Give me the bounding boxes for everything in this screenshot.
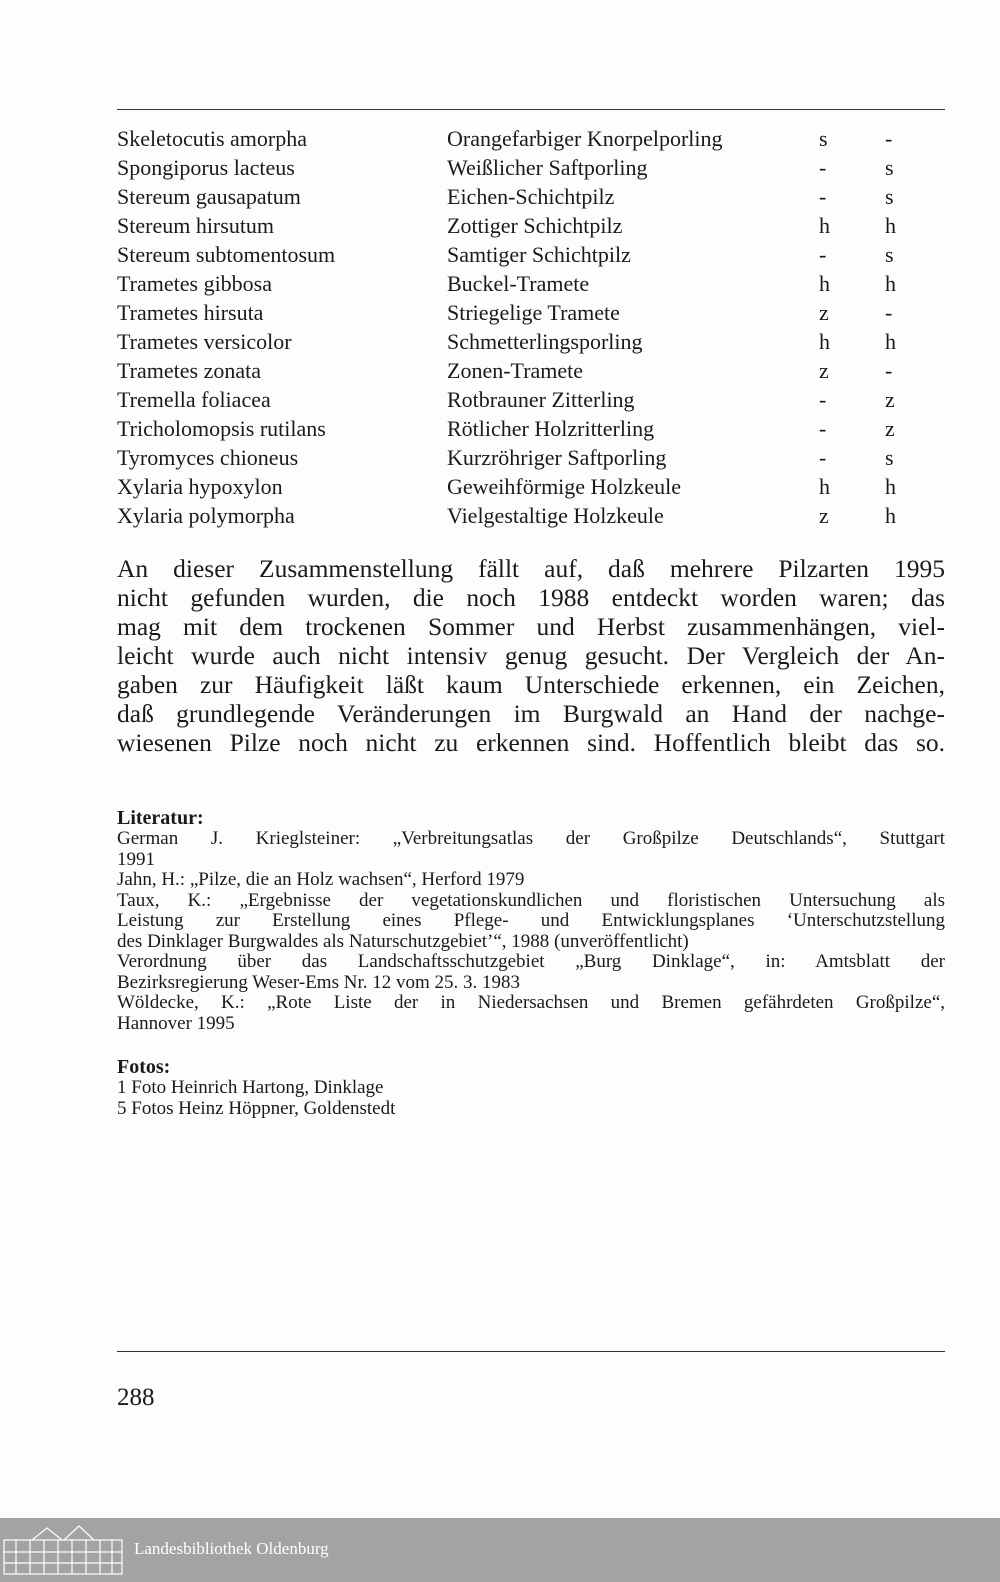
frequency-1988-cell: z — [819, 503, 829, 528]
literature-line: Taux, K.: „Ergebnisse der vegetationskundlichen und floristischen Untersuchung als — [117, 889, 945, 911]
paragraph-line: gaben zur Häufigkeit läßt kaum Unterschiede erkennen, ein Zeichen, — [117, 670, 945, 699]
paragraph-line: leicht wurde auch nicht intensiv genug gesucht. Der Vergleich der An- — [117, 641, 945, 670]
table-row — [117, 182, 917, 211]
page-number: 288 — [117, 1384, 155, 1411]
footer-library-name: Landesbibliothek Oldenburg — [134, 1539, 329, 1558]
table-row — [117, 414, 917, 443]
german-name-cell: Vielgestaltige Holzkeule — [447, 503, 664, 528]
frequency-1995-cell: - — [885, 300, 893, 325]
frequency-1995-cell: h — [885, 503, 896, 528]
latin-name-cell: Trametes zonata — [117, 358, 261, 383]
photo-credit-list — [117, 1078, 945, 1119]
photo-credit-line: 1 Foto Heinrich Hartong, Dinklage — [117, 1077, 384, 1098]
literature-line: Jahn, H.: „Pilze, die an Holz wachsen“, Herford 1979 — [117, 869, 525, 890]
german-name-cell: Rotbrauner Zitterling — [447, 387, 635, 412]
literature-section — [117, 807, 945, 1034]
frequency-1988-cell: - — [819, 155, 827, 180]
frequency-1988-cell: - — [819, 387, 827, 412]
german-name-cell: Weißlicher Saftporling — [447, 155, 648, 180]
latin-name-cell: Stereum gausapatum — [117, 184, 301, 209]
frequency-1995-cell: s — [885, 184, 894, 209]
frequency-1988-cell: z — [819, 300, 829, 325]
frequency-1995-cell: h — [885, 329, 896, 354]
frequency-1995-cell: z — [885, 387, 895, 412]
german-name-cell: Zonen-Tramete — [447, 358, 584, 383]
frequency-1995-cell: h — [885, 213, 896, 238]
bottom-rule — [117, 1351, 945, 1352]
paragraph-line: nicht gefunden wurden, die noch 1988 entdeckt worden waren; das — [117, 583, 945, 612]
latin-name-cell: Trametes hirsuta — [117, 300, 264, 325]
literature-line: des Dinklager Burgwaldes als Naturschutzgebiet’“, 1988 (unveröffentlicht) — [117, 930, 689, 952]
table-row — [117, 443, 917, 472]
table-row — [117, 298, 917, 327]
frequency-1988-cell: h — [819, 213, 830, 238]
frequency-1988-cell: s — [819, 126, 828, 151]
latin-name-cell: Stereum subtomentosum — [117, 242, 336, 267]
literature-line: German J. Krieglsteiner: „Verbreitungsatlas der Großpilze Deutschlands“, Stuttgart — [117, 828, 945, 849]
german-name-cell: Buckel-Tramete — [447, 271, 590, 296]
frequency-1995-cell: s — [885, 155, 894, 180]
frequency-1988-cell: - — [819, 184, 827, 209]
literature-list — [117, 829, 945, 1034]
latin-name-cell: Stereum hirsutum — [117, 213, 275, 238]
latin-name-cell: Trametes versicolor — [117, 329, 292, 354]
literature-heading: Literatur: — [117, 807, 204, 829]
table-row — [117, 211, 917, 240]
paragraph-line: wiesenen Pilze noch nicht zu erkennen sind. Hoffentlich bleibt das so. — [117, 728, 945, 757]
photos-heading: Fotos: — [117, 1056, 171, 1078]
photos-section — [117, 1056, 945, 1119]
literature-line: Hannover 1995 — [117, 1012, 235, 1034]
frequency-1995-cell: h — [885, 271, 896, 296]
literature-line: Wöldecke, K.: „Rote Liste der in Niedersachsen und Bremen gefährdeten Großpilze“, — [117, 992, 945, 1013]
german-name-cell: Orangefarbiger Knorpelporling — [447, 126, 723, 151]
latin-name-cell: Trametes gibbosa — [117, 271, 273, 296]
frequency-1995-cell: - — [885, 126, 893, 151]
library-building-icon — [2, 1522, 124, 1576]
paragraph-line: mag mit dem trockenen Sommer und Herbst zusammenhängen, viel- — [117, 612, 945, 641]
table-row — [117, 124, 917, 153]
german-name-cell: Samtiger Schichtpilz — [447, 242, 631, 267]
table-row — [117, 153, 917, 182]
frequency-1995-cell: s — [885, 445, 894, 470]
footer-bar — [0, 1518, 1000, 1582]
latin-name-cell: Xylaria polymorpha — [117, 503, 295, 528]
latin-name-cell: Xylaria hypoxylon — [117, 474, 283, 499]
german-name-cell: Eichen-Schichtpilz — [447, 184, 615, 209]
frequency-1988-cell: h — [819, 329, 830, 354]
frequency-1995-cell: - — [885, 358, 893, 383]
table-row — [117, 385, 917, 414]
latin-name-cell: Spongiporus lacteus — [117, 155, 295, 180]
latin-name-cell: Tricholomopsis rutilans — [117, 416, 326, 441]
frequency-1988-cell: h — [819, 474, 830, 499]
german-name-cell: Rötlicher Holzritterling — [447, 416, 655, 441]
species-table-body — [117, 124, 917, 530]
latin-name-cell: Skeletocutis amorpha — [117, 126, 308, 151]
frequency-1995-cell: z — [885, 416, 895, 441]
table-row — [117, 240, 917, 269]
body-paragraph — [117, 554, 945, 757]
latin-name-cell: Tyromyces chioneus — [117, 445, 299, 470]
paragraph-line: daß grundlegende Veränderungen im Burgwald an Hand der nachge- — [117, 699, 945, 728]
frequency-1988-cell: - — [819, 445, 827, 470]
photo-credit-line: 5 Fotos Heinz Höppner, Goldenstedt — [117, 1097, 396, 1119]
table-row — [117, 501, 917, 530]
frequency-1988-cell: - — [819, 416, 827, 441]
paragraph-line: An dieser Zusammenstellung fällt auf, daß mehrere Pilzarten 1995 — [117, 554, 945, 583]
literature-line: Leistung zur Erstellung eines Pflege- und Entwicklungsplanes ‘Unterschutzstellung — [117, 910, 945, 931]
german-name-cell: Striegelige Tramete — [447, 300, 620, 325]
latin-name-cell: Tremella foliacea — [117, 387, 271, 412]
german-name-cell: Schmetterlingsporling — [447, 329, 643, 354]
species-table — [117, 124, 917, 530]
frequency-1995-cell: s — [885, 242, 894, 267]
table-row — [117, 356, 917, 385]
frequency-1988-cell: h — [819, 271, 830, 296]
literature-line: Verordnung über das Landschaftsschutzgebiet „Burg Dinklage“, in: Amtsblatt der — [117, 951, 945, 972]
table-row — [117, 327, 917, 356]
literature-line: Bezirksregierung Weser-Ems Nr. 12 vom 25. 3. 1983 — [117, 971, 520, 993]
german-name-cell: Geweihförmige Holzkeule — [447, 474, 681, 499]
top-rule — [117, 109, 945, 110]
table-row — [117, 269, 917, 298]
german-name-cell: Zottiger Schichtpilz — [447, 213, 623, 238]
frequency-1988-cell: - — [819, 242, 827, 267]
frequency-1988-cell: z — [819, 358, 829, 383]
table-row — [117, 472, 917, 501]
frequency-1995-cell: h — [885, 474, 896, 499]
german-name-cell: Kurzröhriger Saftporling — [447, 445, 667, 470]
literature-line: 1991 — [117, 848, 155, 870]
